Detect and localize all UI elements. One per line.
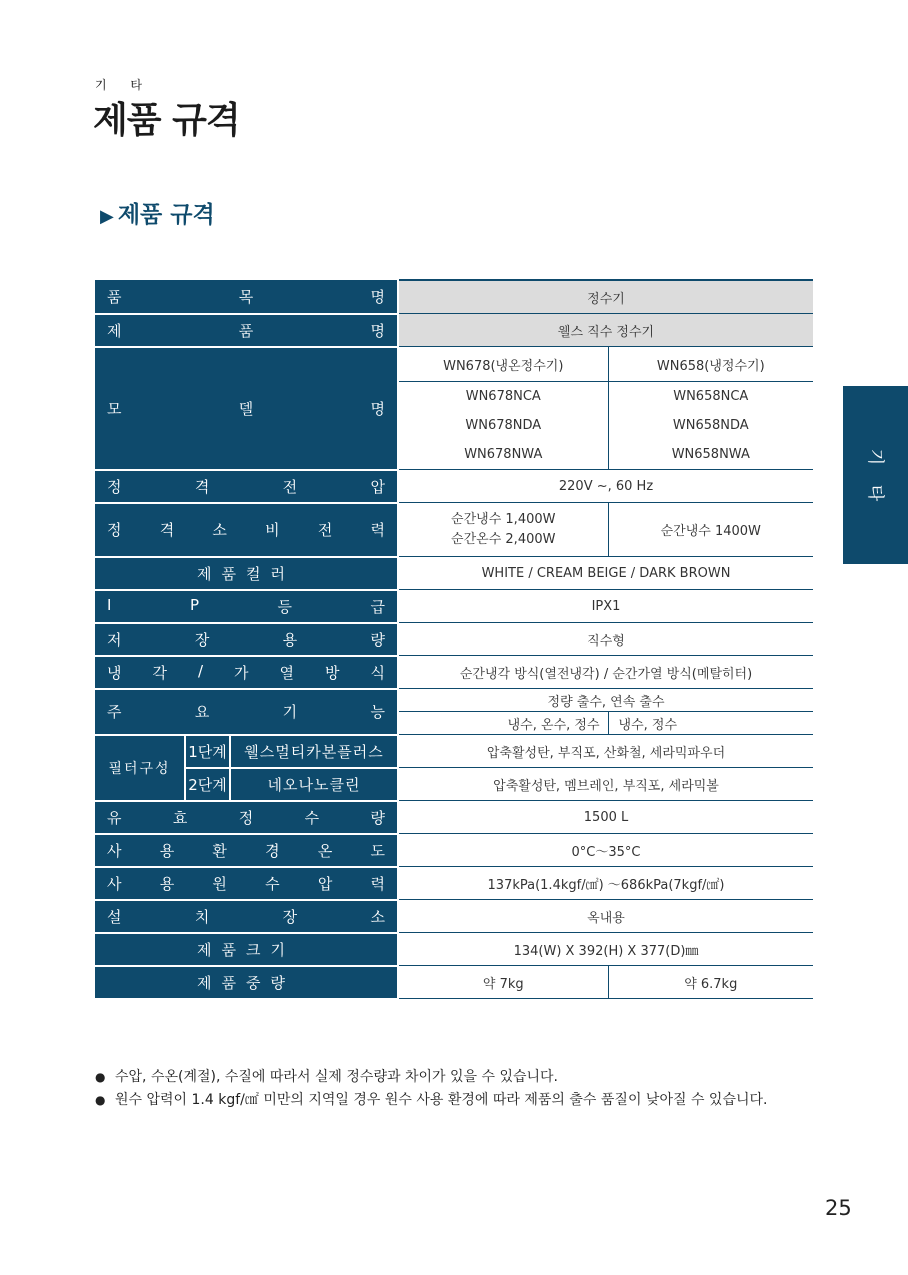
label-char: 제 xyxy=(107,321,122,340)
label-char: 가 xyxy=(234,663,249,682)
label-char: 장 xyxy=(194,630,210,649)
label-char: 명 xyxy=(370,287,385,306)
model-code: WN678NWA xyxy=(398,440,608,470)
row-label xyxy=(95,834,398,867)
water-pressure-value: 137kPa(1.4kgf/㎠) 〜686kPa(7kgf/㎠) xyxy=(398,867,813,900)
row-label xyxy=(95,314,398,347)
color-value: WHITE / CREAM BEIGE / DARK BROWN xyxy=(398,557,813,590)
model-col2-header: WN658(냉정수기) xyxy=(608,347,813,382)
label-char: 용 xyxy=(159,874,175,893)
table-row xyxy=(95,735,813,768)
functions-col2: 냉수, 정수 xyxy=(608,712,813,735)
label-char: 격 xyxy=(159,521,175,539)
table-row xyxy=(95,801,813,834)
model-code: WN678NCA xyxy=(398,382,608,412)
label-char: 명 xyxy=(370,399,385,418)
note-text: 수압, 수온(계절), 수질에 따라서 실제 정수량과 차이가 있을 수 있습니다. xyxy=(115,1069,558,1085)
label-operating-temp xyxy=(95,840,397,861)
table-row xyxy=(95,656,813,689)
side-tab-etc xyxy=(843,386,908,564)
label-char: 품 xyxy=(238,321,254,340)
label-char: 격 xyxy=(194,477,210,496)
label-char: 압 xyxy=(317,874,333,893)
table-row xyxy=(95,623,813,656)
rated-power-hot: 순간온수 2,400W xyxy=(451,531,556,547)
label-char: 정 xyxy=(107,521,122,539)
section-title xyxy=(100,196,215,229)
label-char: 요 xyxy=(194,703,210,721)
category-kicker: 기 타 xyxy=(95,78,152,92)
label-char: 전 xyxy=(317,521,333,539)
row-label xyxy=(95,689,398,735)
label-char: 소 xyxy=(212,521,227,539)
label-char: 량 xyxy=(370,808,385,827)
ip-grade-value: IPX1 xyxy=(398,590,813,623)
label-char: 열 xyxy=(279,663,294,682)
model-code: WN658NWA xyxy=(608,440,813,470)
filter-name-2: 네오나노클린 xyxy=(230,768,398,801)
label-product-name xyxy=(95,320,397,341)
filter-step-2: 2단계 xyxy=(185,768,230,801)
label-char: / xyxy=(197,661,204,680)
model-code: WN658NCA xyxy=(673,389,749,404)
notes-list xyxy=(95,1067,795,1113)
table-row xyxy=(95,900,813,933)
item-name-value: 정수기 xyxy=(398,280,813,314)
operating-temp-value: 0°C〜35°C xyxy=(398,834,813,867)
label-rated-voltage xyxy=(95,476,397,497)
label-char: 냉 xyxy=(107,663,122,682)
label-item-name xyxy=(95,286,397,307)
filter-step-1: 1단계 xyxy=(185,735,230,768)
label-char: 기 xyxy=(282,703,298,721)
spec-table xyxy=(95,279,813,1000)
bullet-icon: ● xyxy=(95,1093,106,1107)
label-char: 식 xyxy=(370,663,385,682)
label-char: 전 xyxy=(282,477,298,496)
label-ip-grade xyxy=(95,596,397,617)
label-color: 제품컬러 xyxy=(197,564,295,583)
note-text: 원수 압력이 1.4 kgf/㎠ 미만의 지역일 경우 원수 사용 환경에 따라 제품의 출수 품질이 낮아질 수 있습니다. xyxy=(115,1092,768,1108)
row-label xyxy=(95,801,398,834)
row-label xyxy=(95,966,398,999)
label-char: 설 xyxy=(107,907,122,926)
label-char: 력 xyxy=(370,521,386,539)
label-filter: 필터구성 xyxy=(108,760,171,777)
table-row xyxy=(95,590,813,623)
label-char: 각 xyxy=(152,663,167,682)
label-char: 수 xyxy=(265,874,280,893)
label-char: 정 xyxy=(107,477,122,496)
page-title: 제품 규격 xyxy=(93,100,240,141)
size-value: 134(W) X 392(H) X 377(D)㎜ xyxy=(398,933,813,966)
triangle-icon: ▶ xyxy=(100,206,114,227)
row-label xyxy=(95,557,398,590)
row-label xyxy=(95,623,398,656)
label-char: P xyxy=(189,595,199,614)
label-effective-volume xyxy=(95,807,397,828)
filter-1-value: 압축활성탄, 부직포, 산화철, 세라믹파우더 xyxy=(398,735,813,768)
label-char: 명 xyxy=(370,321,385,340)
table-row xyxy=(95,280,813,314)
label-char: 소 xyxy=(370,907,385,926)
label-char: 등 xyxy=(277,597,292,616)
row-label xyxy=(95,656,398,689)
functions-col1: 냉수, 온수, 정수 xyxy=(398,712,608,735)
side-tab-char: 기 xyxy=(865,448,886,466)
label-char: 압 xyxy=(370,477,385,496)
label-char: 치 xyxy=(194,907,210,926)
weight-col1: 약 7kg xyxy=(398,966,608,999)
table-row xyxy=(95,768,813,801)
label-char: 용 xyxy=(159,841,175,860)
install-location-value: 옥내용 xyxy=(398,900,813,933)
label-rated-power xyxy=(95,519,397,540)
label-char: 사 xyxy=(107,874,122,893)
list-item xyxy=(95,1090,795,1111)
table-row xyxy=(95,347,813,382)
table-row xyxy=(95,503,813,557)
label-char: 델 xyxy=(238,399,254,418)
label-char: 정 xyxy=(238,808,254,827)
table-row xyxy=(95,557,813,590)
label-char: 주 xyxy=(107,703,122,721)
cooling-heating-value: 순간냉각 방식(열전냉각) / 순간가열 방식(메탈히터) xyxy=(398,656,813,689)
weight-col2: 약 6.7kg xyxy=(608,966,813,999)
label-char: 경 xyxy=(265,841,280,860)
label-char: 용 xyxy=(282,630,298,649)
table-row xyxy=(95,470,813,503)
label-char: 유 xyxy=(107,808,122,827)
filter-2-value: 압축활성탄, 멤브레인, 부직포, 세라믹볼 xyxy=(398,768,813,801)
label-water-pressure xyxy=(95,873,397,894)
section-title-text: 제품 규격 xyxy=(117,202,215,228)
row-label xyxy=(95,735,185,801)
label-char: 수 xyxy=(304,808,320,827)
list-item xyxy=(95,1067,795,1088)
label-char: 력 xyxy=(370,874,386,893)
label-char: 저 xyxy=(107,630,122,649)
table-row xyxy=(95,933,813,966)
label-char: 품 xyxy=(107,287,122,306)
label-char: 효 xyxy=(172,808,188,827)
table-row xyxy=(95,689,813,712)
effective-volume-value: 1500 L xyxy=(398,801,813,834)
page-number: 25 xyxy=(825,1196,852,1220)
product-name-value: 웰스 직수 정수기 xyxy=(398,314,813,347)
row-label xyxy=(95,590,398,623)
label-char: 모 xyxy=(107,399,122,418)
filter-name-1: 웰스멀티카본플러스 xyxy=(230,735,398,768)
label-char: I xyxy=(107,595,112,614)
label-char: 장 xyxy=(282,907,298,926)
row-label xyxy=(95,470,398,503)
model-code: WN678NDA xyxy=(398,411,608,440)
label-char: 비 xyxy=(265,521,280,539)
label-char: 급 xyxy=(370,597,385,616)
label-weight: 제품중량 xyxy=(197,973,295,992)
row-label xyxy=(95,900,398,933)
table-row xyxy=(95,314,813,347)
label-install-location xyxy=(95,906,397,927)
storage-value: 직수형 xyxy=(398,623,813,656)
table-row xyxy=(95,867,813,900)
table-row xyxy=(95,966,813,999)
row-label xyxy=(95,503,398,557)
rated-voltage-value: 220V ~, 60 Hz xyxy=(398,470,813,503)
side-tab-char: 타 xyxy=(865,484,886,502)
rated-power-cold: 순간냉수 1,400W xyxy=(451,511,556,527)
label-char: 방 xyxy=(324,663,340,682)
label-model xyxy=(95,398,397,419)
label-size: 제품크기 xyxy=(197,940,295,959)
label-char: 환 xyxy=(212,841,227,860)
label-char: 원 xyxy=(212,874,227,893)
row-label xyxy=(95,347,398,470)
row-label xyxy=(95,933,398,966)
label-char: 사 xyxy=(107,841,122,860)
label-cooling-heating xyxy=(95,662,397,683)
label-main-functions xyxy=(95,701,397,722)
row-label xyxy=(95,280,398,314)
rated-power-col1 xyxy=(398,503,608,557)
row-label xyxy=(95,867,398,900)
label-char: 온 xyxy=(317,841,333,860)
label-storage xyxy=(95,629,397,650)
label-char: 도 xyxy=(370,841,386,860)
bullet-icon: ● xyxy=(95,1070,106,1084)
label-char: 량 xyxy=(370,630,385,649)
label-char: 능 xyxy=(370,703,385,721)
label-char: 목 xyxy=(238,287,254,306)
model-col1-header: WN678(냉온정수기) xyxy=(398,347,608,382)
functions-common: 정량 출수, 연속 출수 xyxy=(398,689,813,712)
rated-power-col2: 순간냉수 1400W xyxy=(608,503,813,557)
table-row xyxy=(95,834,813,867)
model-code: WN658NDA xyxy=(672,418,749,433)
